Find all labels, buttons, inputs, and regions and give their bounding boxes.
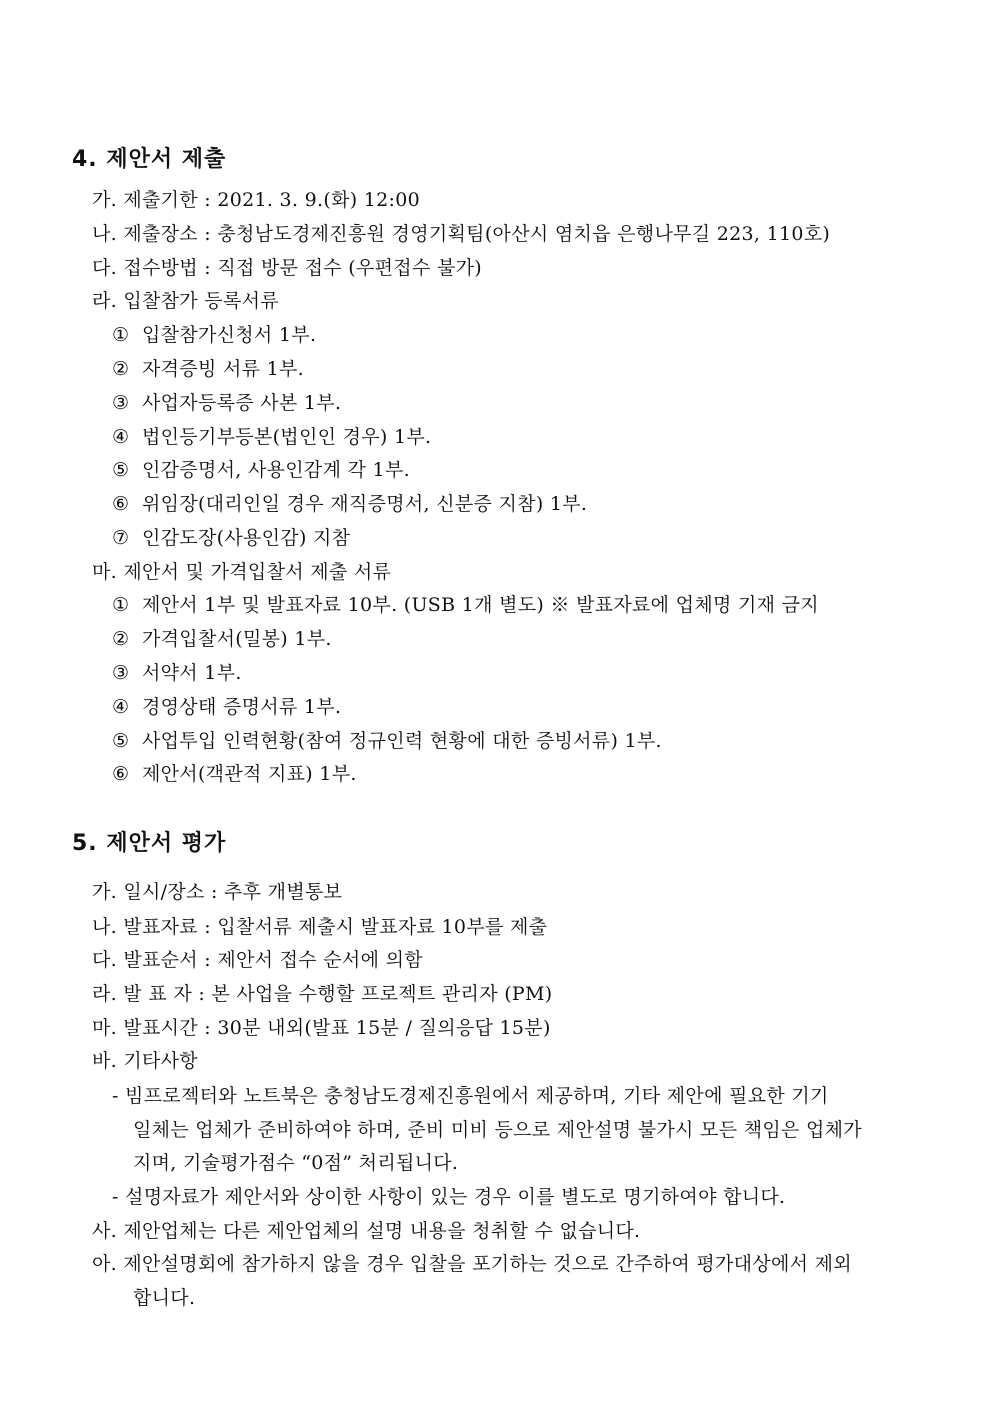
list-item-text: 인감도장(사용인감) 지참 — [142, 527, 351, 549]
list-item-number: ⑥ — [112, 493, 130, 515]
eval-order: 다. 발표순서 : 제안서 접수 순서에 의함 — [92, 949, 423, 971]
etc-note-continued: 지며, 기술평가점수 “0점” 처리됩니다. — [133, 1152, 459, 1174]
list-item — [112, 627, 332, 651]
list-item — [112, 661, 242, 685]
list-item-text: 제안서(객관적 지표) 1부. — [142, 763, 357, 785]
list-item-number: ⑤ — [112, 459, 130, 481]
list-item-number: ③ — [112, 392, 130, 414]
list-item-number: ① — [112, 594, 130, 616]
list-item-text: 사업자등록증 사본 1부. — [142, 392, 342, 414]
list-item-text: 자격증빙 서류 1부. — [142, 358, 304, 380]
section-5-title: 5. 제안서 평가 — [72, 831, 227, 856]
list-item-text: 가격입찰서(밀봉) 1부. — [142, 628, 332, 650]
list-item-text: 제안서 1부 및 발표자료 10부. (USB 1개 별도) ※ 발표자료에 업체명 기재 금지 — [142, 594, 819, 616]
submission-deadline: 가. 제출기한 : 2021. 3. 9.(화) 12:00 — [92, 189, 421, 211]
etc-note-continued: 일체는 업체가 준비하여야 하며, 준비 미비 등으로 제안설명 불가시 모든 책임은 업체가 — [133, 1119, 862, 1141]
list-item-number: ④ — [112, 426, 130, 448]
item-sa: 사. 제안업체는 다른 제안업체의 설명 내용을 청취할 수 없습니다. — [92, 1220, 641, 1242]
etc-note: - 설명자료가 제안서와 상이한 사항이 있는 경우 이를 별도로 명기하여야 합니다. — [112, 1186, 786, 1208]
submission-method: 다. 접수방법 : 직접 방문 접수 (우편접수 불가) — [92, 257, 482, 279]
list-item-number: ② — [112, 358, 130, 380]
list-item-number: ④ — [112, 696, 130, 718]
list-item — [112, 357, 304, 381]
list-item-text: 서약서 1부. — [142, 662, 242, 684]
etc-heading: 바. 기타사항 — [92, 1050, 198, 1072]
list-item — [112, 492, 587, 516]
list-item-text: 법인등기부등본(법인인 경우) 1부. — [142, 426, 432, 448]
section-4-title: 4. 제안서 제출 — [72, 147, 227, 172]
list-item — [112, 458, 410, 482]
list-item-text: 사업투입 인력현황(참여 정규인력 현황에 대한 증빙서류) 1부. — [142, 730, 662, 752]
item-a: 아. 제안설명회에 참가하지 않을 경우 입찰을 포기하는 것으로 간주하여 평가대상에서 제외 — [92, 1253, 852, 1275]
list-item-text: 경영상태 증명서류 1부. — [142, 696, 342, 718]
etc-note: - 빔프로젝터와 노트북은 충청남도경제진흥원에서 제공하며, 기타 제안에 필요한 기기 — [112, 1085, 829, 1107]
list-item — [112, 391, 341, 415]
list-item — [112, 762, 357, 786]
submit-docs-heading: 마. 제안서 및 가격입찰서 제출 서류 — [92, 561, 392, 583]
list-item-number: ⑦ — [112, 527, 130, 549]
list-item — [112, 425, 431, 449]
list-item-text: 인감증명서, 사용인감계 각 1부. — [142, 459, 410, 481]
list-item-number: ③ — [112, 662, 130, 684]
list-item-text: 입찰참가신청서 1부. — [142, 324, 317, 346]
list-item-text: 위임장(대리인일 경우 재직증명서, 신분증 지참) 1부. — [142, 493, 588, 515]
eval-duration: 마. 발표시간 : 30분 내외(발표 15분 / 질의응답 15분) — [92, 1017, 551, 1039]
list-item-number: ① — [112, 324, 130, 346]
list-item — [112, 526, 350, 550]
registration-docs-heading: 라. 입찰참가 등록서류 — [92, 290, 279, 312]
list-item-number: ⑥ — [112, 763, 130, 785]
list-item-number: ⑤ — [112, 730, 130, 752]
list-item-number: ② — [112, 628, 130, 650]
submission-place: 나. 제출장소 : 충청남도경제진흥원 경영기획팀(아산시 염치읍 은행나무길 223, 110호) — [92, 223, 831, 245]
list-item — [112, 323, 316, 347]
item-a-continued: 합니다. — [133, 1287, 196, 1309]
eval-presenter: 라. 발 표 자 : 본 사업을 수행할 프로젝트 관리자 (PM) — [92, 983, 553, 1005]
eval-schedule: 가. 일시/장소 : 추후 개별통보 — [92, 881, 343, 903]
eval-materials: 나. 발표자료 : 입찰서류 제출시 발표자료 10부를 제출 — [92, 916, 548, 938]
list-item — [112, 729, 662, 753]
list-item — [112, 593, 819, 617]
list-item — [112, 695, 341, 719]
